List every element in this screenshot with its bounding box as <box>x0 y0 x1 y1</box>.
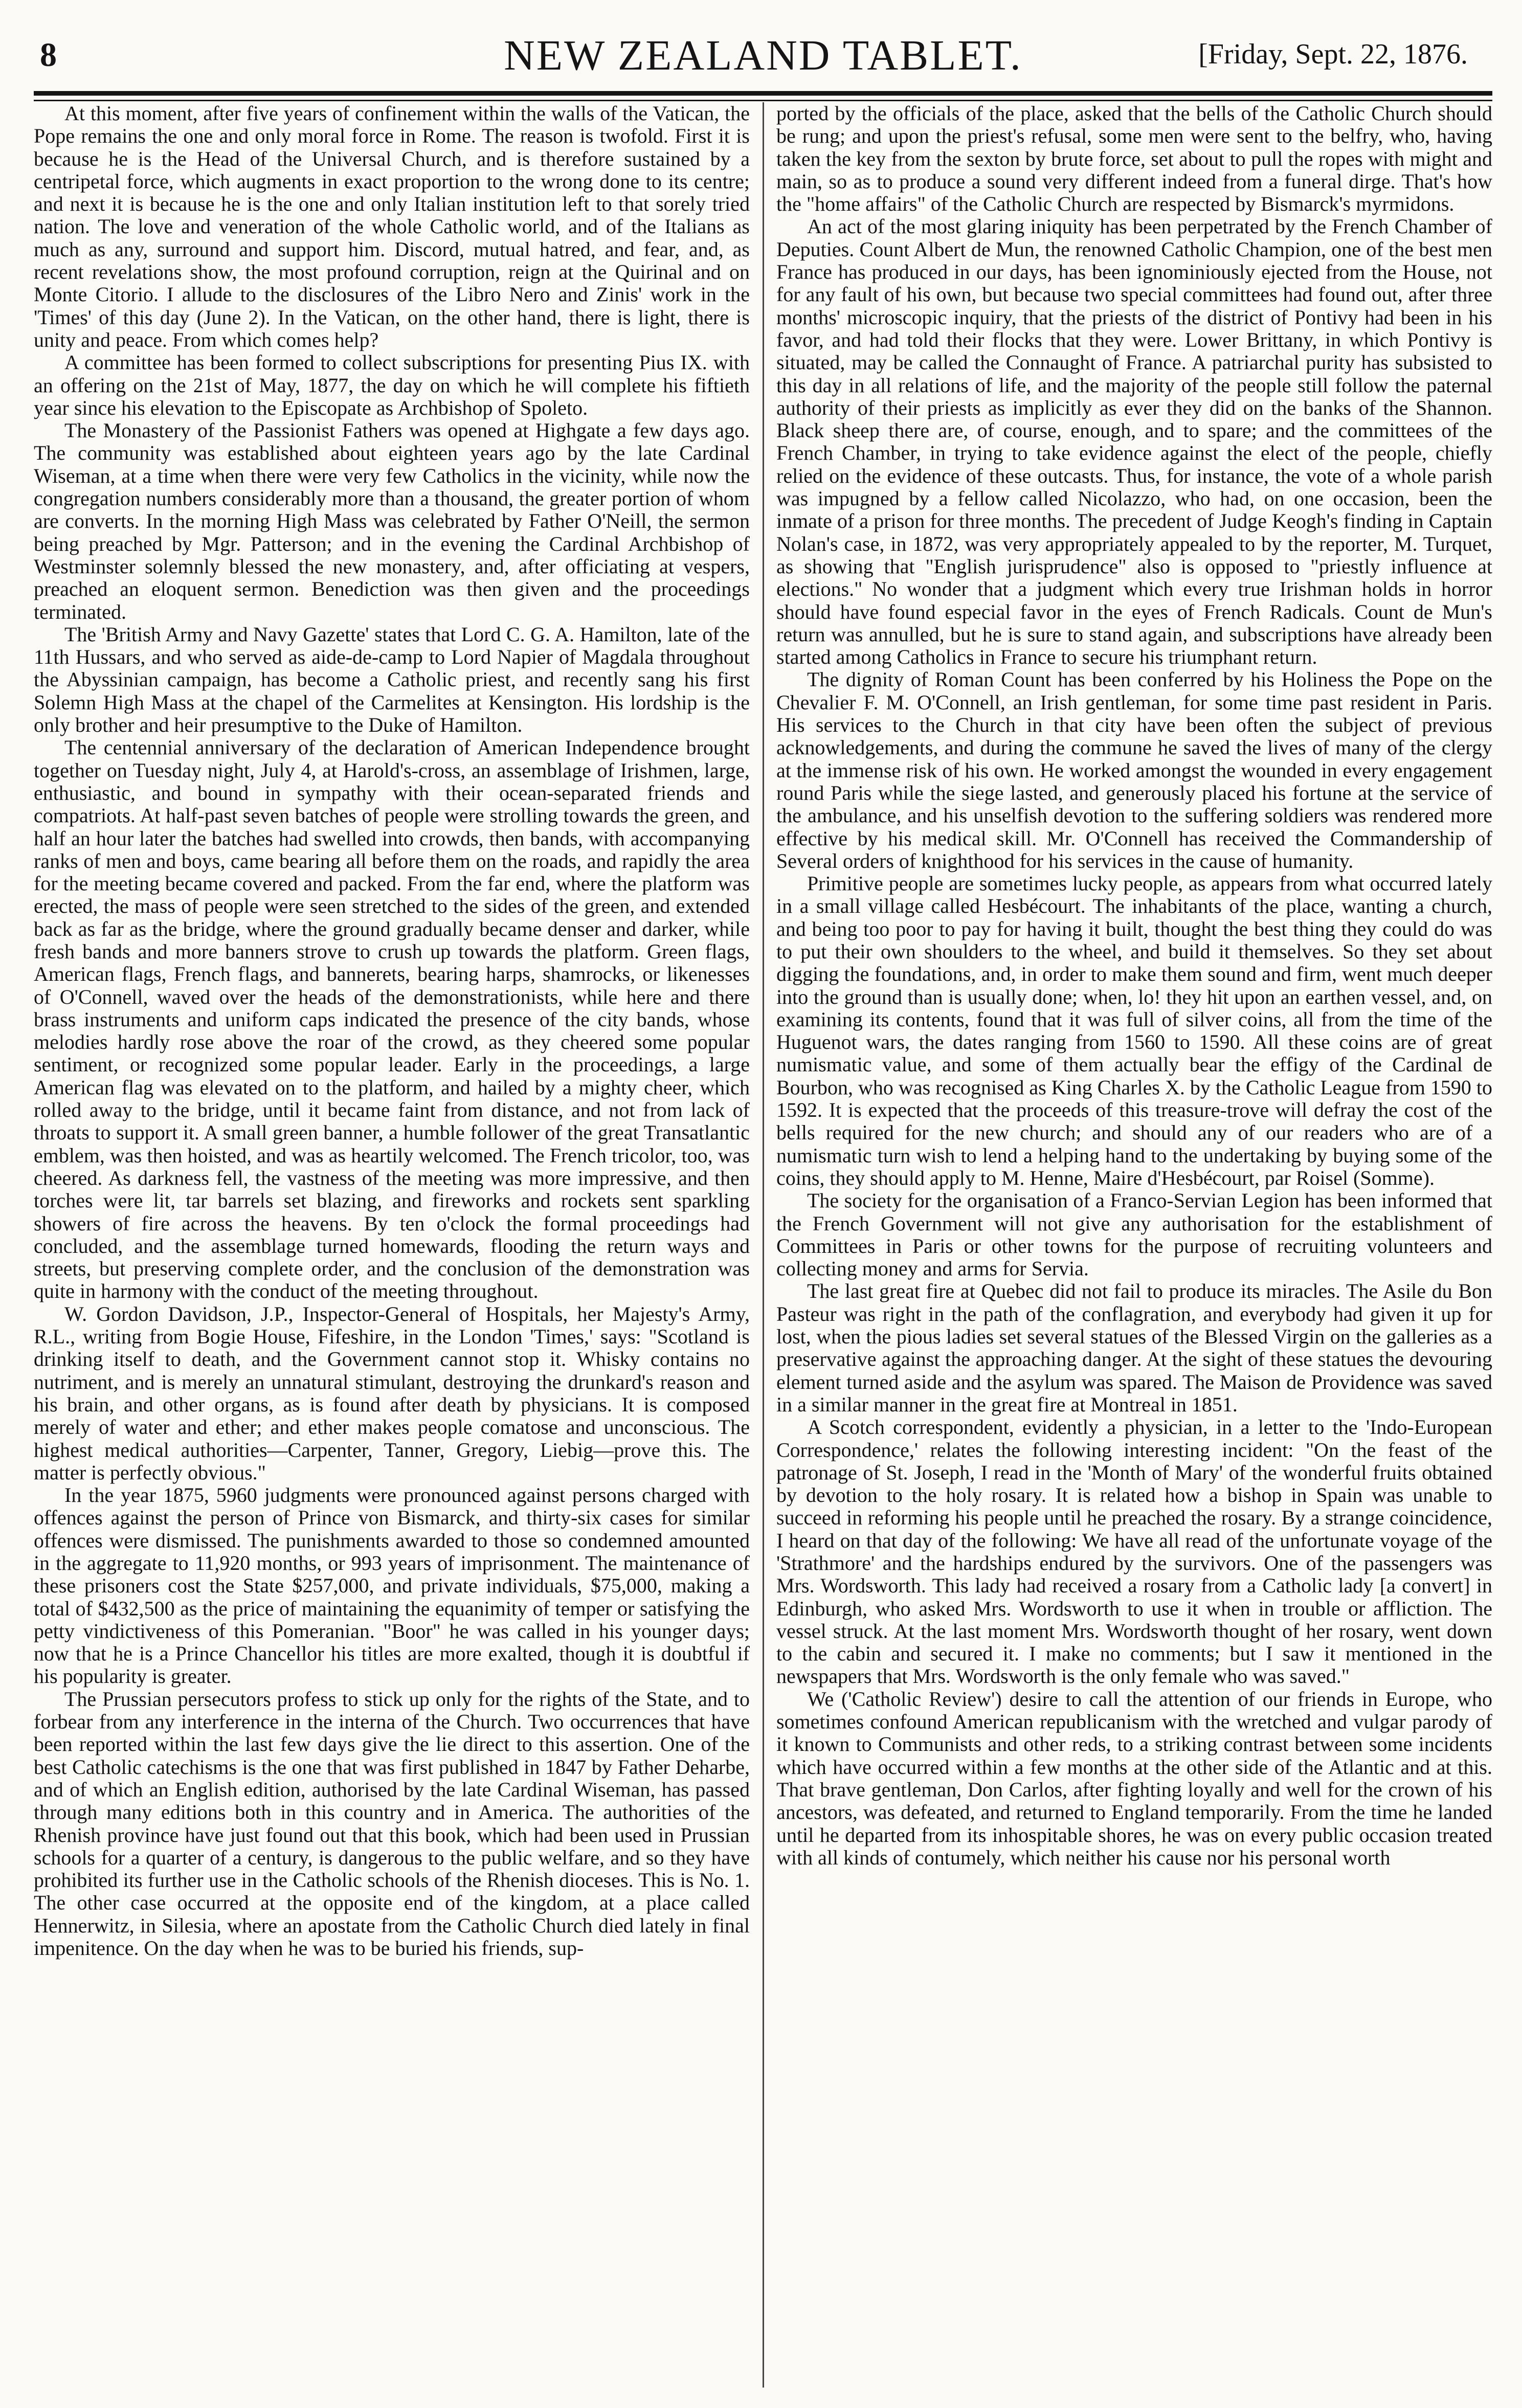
paragraph: The society for the organisation of a Franco-Servian Legion has been informed that the French Government will not give any authorisation for the establishment of Committees in Paris or other towns for the purpose of recruiting volunteers and collecting money and arms for Servia. <box>776 1189 1492 1280</box>
paragraph: The Monastery of the Passionist Fathers was opened at Highgate a few days ago. The community was established about eighteen years ago by the late Cardinal Wiseman, at a time when there were very few Catholics in the vicinity, while now the congregation numbers considerably more than a thousand, the greater portion of whom are converts. In the morning High Mass was celebrated by Father O'Neill, the sermon being preached by Mgr. Patterson; and in the evening the Cardinal Archbishop of Westminster solemnly blessed the new monastery, and, after officiating at vespers, preached an eloquent sermon. Benediction was then given and the proceedings terminated. <box>34 419 750 623</box>
paragraph: In the year 1875, 5960 judgments were pronounced against persons charged with offences against the person of Prince von Bismarck, and thirty-six cases for similar offences were dismissed. The punishments awarded to those so condemned amounted in the aggregate to 11,920 months, or 993 years of imprisonment. The maintenance of these prisoners cost the State $257,000, and private individuals, $75,000, making a total of $432,500 as the price of maintaining the equanimity of temper or satisfying the petty vindictiveness of this Pomeranian. "Boor" he was called in his younger days; now that he is a Prince Chancellor his titles are more exalted, though it is doubtful if his popularity is greater. <box>34 1483 750 1688</box>
paragraph: At this moment, after five years of confinement within the walls of the Vatican, the Pope remains the one and only moral force in Rome. The reason is twofold. First it is because he is the Head of the Universal Church, and is therefore sustained by a centripetal force, which augments in exact proportion to the wrong done to its centre; and next it is because he is the one and only Italian institution left to that sorely tried nation. The love and veneration of the whole Catholic world, and of the Italians as much as any, surround and support him. Discord, mutual hatred, and fear, and, as recent revelations show, the most profound corruption, reign at the Quirinal and on Monte Citorio. I allude to the disclosures of the Libro Nero and Zinis' work in the 'Times' of this day (June 2). In the Vatican, on the other hand, there is light, there is unity and peace. From which comes help? <box>34 102 750 351</box>
paragraph: The 'British Army and Navy Gazette' states that Lord C. G. A. Hamilton, late of the 11th Hussars, and who served as aide-de-camp to Lord Napier of Magdala throughout the Abyssinian campaign, has become a Catholic priest, and recently sang his first Solemn High Mass at the chapel of the Carmelites at Kensington. His lordship is the only brother and heir presumptive to the Duke of Hamilton. <box>34 622 750 737</box>
right-column <box>776 102 1492 2388</box>
paragraph: The dignity of Roman Count has been conferred by his Holiness the Pope on the Chevalier F. M. O'Connell, an Irish gentleman, for some time past resident in Paris. His services to the Church in that city have been often the subject of previous acknowledgements, and during the commune he saved the lives of many of the clergy at the immense risk of his own. He worked amongst the wounded in every engagement round Paris while the siege lasted, and generously placed his fortune at the service of the ambulance, and his unselfish devotion to the suffering soldiers was rendered more effective by his medical skill. Mr. O'Connell has received the Commandership of Several orders of knighthood for his services in the cause of humanity. <box>776 668 1492 872</box>
masthead <box>34 27 1492 87</box>
paragraph: The last great fire at Quebec did not fail to produce its miracles. The Asile du Bon Pasteur was right in the path of the conflagration, and everybody had given it up for lost, when the pious ladies set several statues of the Blessed Virgin on the galleries as a preservative against the approaching danger. At the sight of these statues the devouring element turned aside and the asylum was spared. The Maison de Providence was saved in a similar manner in the great fire at Montreal in 1851. <box>776 1279 1492 1416</box>
paragraph: ported by the officials of the place, asked that the bells of the Catholic Church should be rung; and upon the priest's refusal, some men were sent to the belfry, who, having taken the key from the sexton by brute force, set about to pull the ropes with might and main, so as to produce a sound very different indeed from a funeral dirge. That's how the "home affairs" of the Catholic Church are respected by Bismarck's myrmidons. <box>776 102 1492 216</box>
paragraph: The Prussian persecutors profess to stick up only for the rights of the State, and to forbear from any interference in the interna of the Church. Two occurrences that have been reported within the last few days give the lie direct to this assertion. One of the best Catholic catechisms is the one that was first published in 1847 by Father Deharbe, and of which an English edition, authorised by the late Cardinal Wiseman, has passed through many editions both in this country and in America. The authorities of the Rhenish province have just found out that this book, which had been used in Prussian schools for a quarter of a century, is dangerous to the public welfare, and so they have prohibited its further use in the Catholic schools of the Rhenish dioceses. This is No. 1. The other case occurred at the opposite end of the kingdom, at a place called Hennerwitz, in Silesia, where an apostate from the Catholic Church died lately in final impenitence. On the day when he was to be buried his friends, sup- <box>34 1687 750 1960</box>
masthead-rule-thin <box>34 100 1492 101</box>
issue-date: [Friday, Sept. 22, 1876. <box>1198 38 1468 70</box>
paragraph: Primitive people are sometimes lucky people, as appears from what occurred lately in a small village called Hesbécourt. The inhabitants of the place, wanting a church, and being too poor to pay for having it built, thought the best thing they could do was to put their own shoulders to the wheel, and build it themselves. So they set about digging the foundations, and, in order to make them sound and firm, went much deeper into the ground than is usually done; when, lo! they hit upon an earthen vessel, and, on examining its contents, found that it was full of silver coins, all from the time of the Huguenot wars, the dates ranging from 1560 to 1590. All these coins are of great numismatic value, and some of them actually bear the effigy of the Cardinal de Bourbon, who was recognised as King Charles X. by the Catholic League from 1590 to 1592. It is expected that the proceeds of this treasure-trove will defray the cost of the bells required for the new church; and should any of our readers who are of a numismatic turn wish to lend a helping hand to the undertaking by buying some of the coins, they should apply to M. Henne, Maire d'Hesbécourt, par Roisel (Somme). <box>776 872 1492 1189</box>
paragraph: An act of the most glaring iniquity has been perpetrated by the French Chamber of Deputies. Count Albert de Mun, the renowned Catholic Champion, one of the best men France has produced in our days, has been ignominiously ejected from the House, not for any fault of his own, but because two special committees had found out, after three months' microscopic inquiry, that the priests of the district of Pontivy had been in his favor, and had told their flocks that they were. Lower Brittany, in which Pontivy is situated, may be called the Connaught of France. A patriarchal purity has subsisted to this day in all relations of life, and the majority of the people still follow the paternal authority of their priests as implicitly as ever they did on the banks of the Shannon. Black sheep there are, of course, enough, and to spare; and the committees of the French Chamber, in trying to take evidence against the elect of the people, chiefly relied on the evidence of these outcasts. Thus, for instance, the vote of a whole parish was impugned by a fellow called Nicolazzo, who had, on one occasion, been the inmate of a prison for three months. The precedent of Judge Keogh's finding in Captain Nolan's case, in 1872, was very appropriately appealed to by the reporter, M. Turquet, as showing that "English jurisprudence" also is opposed to "priestly influence at elections." No wonder that a judgment which every true Irishman holds in horror should have found especial favor in the eyes of French Radicals. Count de Mun's return was annulled, but he is sure to stand again, and subscriptions have already been started among Catholics in France to secure his triumphant return. <box>776 215 1492 669</box>
paragraph: W. Gordon Davidson, J.P., Inspector-General of Hospitals, her Majesty's Army, R.L., writing from Bogie House, Fifeshire, in the London 'Times,' says: "Scotland is drinking itself to death, and the Government cannot stop it. Whisky contains no nutriment, and is merely an unnatural stimulant, destroying the drunkard's reason and his brain, and other organs, as is found after death by physicians. It is composed merely of water and ether; and ether makes people comatose and unconscious. The highest medical authorities—Carpenter, Tanner, Gregory, Liebig—prove this. The matter is perfectly obvious." <box>34 1302 750 1484</box>
paragraph: We ('Catholic Review') desire to call the attention of our friends in Europe, who sometimes confound American republicanism with the wretched and vulgar parody of it known to Communists and other reds, to a striking contrast between some incidents which have occurred within a few months at the other side of the Atlantic and at this. That brave gentleman, Don Carlos, after fighting loyally and well for the crown of his ancestors, was defeated, and returned to England temporarily. From the time he landed until he departed from its inhospitable shores, he was on every public occasion treated with all kinds of contumely, which neither his cause nor his personal worth <box>776 1687 1492 1869</box>
page-number: 8 <box>40 36 57 74</box>
paragraph: The centennial anniversary of the declaration of American Independence brought together on Tuesday night, July 4, at Harold's-cross, an assemblage of Irishmen, large, enthusiastic, and bound in sympathy with their ocean-separated friends and compatriots. At half-past seven batches of people were strolling towards the green, and half an hour later the batches had swelled into crowds, then bands, with accompanying ranks of men and boys, came bearing all before them on the roads, and rapidly the area for the meeting became covered and packed. From the far end, where the platform was erected, the mass of people were seen stretched to the sides of the green, and extended back as far as the bridge, where the ground gradually became denser and darker, while fresh bands and more banners strove to crush up towards the platform. Green flags, American flags, French flags, and bannerets, bearing harps, shamrocks, or likenesses of O'Connell, waved over the heads of the demonstrationists, while here and there brass instruments and uniform caps indicated the presence of the city bands, whose melodies hardly rose above the roar of the crowd, as they cheered some popular sentiment, or recognized some popular leader. Early in the proceedings, a large American flag was elevated on to the platform, and hailed by a mighty cheer, which rolled away to the bridge, until it became faint from distance, and not from lack of throats to support it. A small green banner, a humble follower of the great Transatlantic emblem, was then hoisted, and was as heartily welcomed. The French tricolor, too, was cheered. As darkness fell, the vastness of the meeting was more impressive, and then torches were lit, tar barrels set blazing, and fireworks and rockets sent sparkling showers of fire across the heavens. By ten o'clock the formal proceedings had concluded, and the assemblage turned homewards, flooding the return ways and streets, but preserving complete order, and the conclusion of the demonstration was quite in harmony with the conduct of the meeting throughout. <box>34 736 750 1303</box>
column-divider <box>763 102 764 2388</box>
paragraph: A Scotch correspondent, evidently a physician, in a letter to the 'Indo-European Correspondence,' relates the following interesting incident: "On the feast of the patronage of St. Joseph, I read in the 'Month of Mary' of the wonderful fruits obtained by devotion to the holy rosary. It is related how a bishop in Spain was unable to succeed in reforming his people until he preached the rosary. By a strange coincidence, I heard on that day of the following: We have all read of the unfortunate voyage of the 'Strathmore' and the hardships endured by the survivors. One of the passengers was Mrs. Wordsworth. This lady had received a rosary from a Catholic lady [a convert] in Edinburgh, who asked Mrs. Wordsworth to use it when in trouble or affliction. The vessel struck. At the last moment Mrs. Wordsworth thought of her rosary, went down to the cabin and secured it. I make no comments; but I saw it mentioned in the newspapers that Mrs. Wordsworth is the only female who was saved." <box>776 1415 1492 1688</box>
paragraph: A committee has been formed to collect subscriptions for presenting Pius IX. with an offering on the 21st of May, 1877, the day on which he will complete his fiftieth year since his elevation to the Episcopate as Archbishop of Spoleto. <box>34 351 750 419</box>
article-columns <box>34 102 1492 2388</box>
masthead-rule-thick <box>34 91 1492 96</box>
newspaper-title: NEW ZEALAND TABLET. <box>504 32 1022 79</box>
left-column <box>34 102 750 2388</box>
